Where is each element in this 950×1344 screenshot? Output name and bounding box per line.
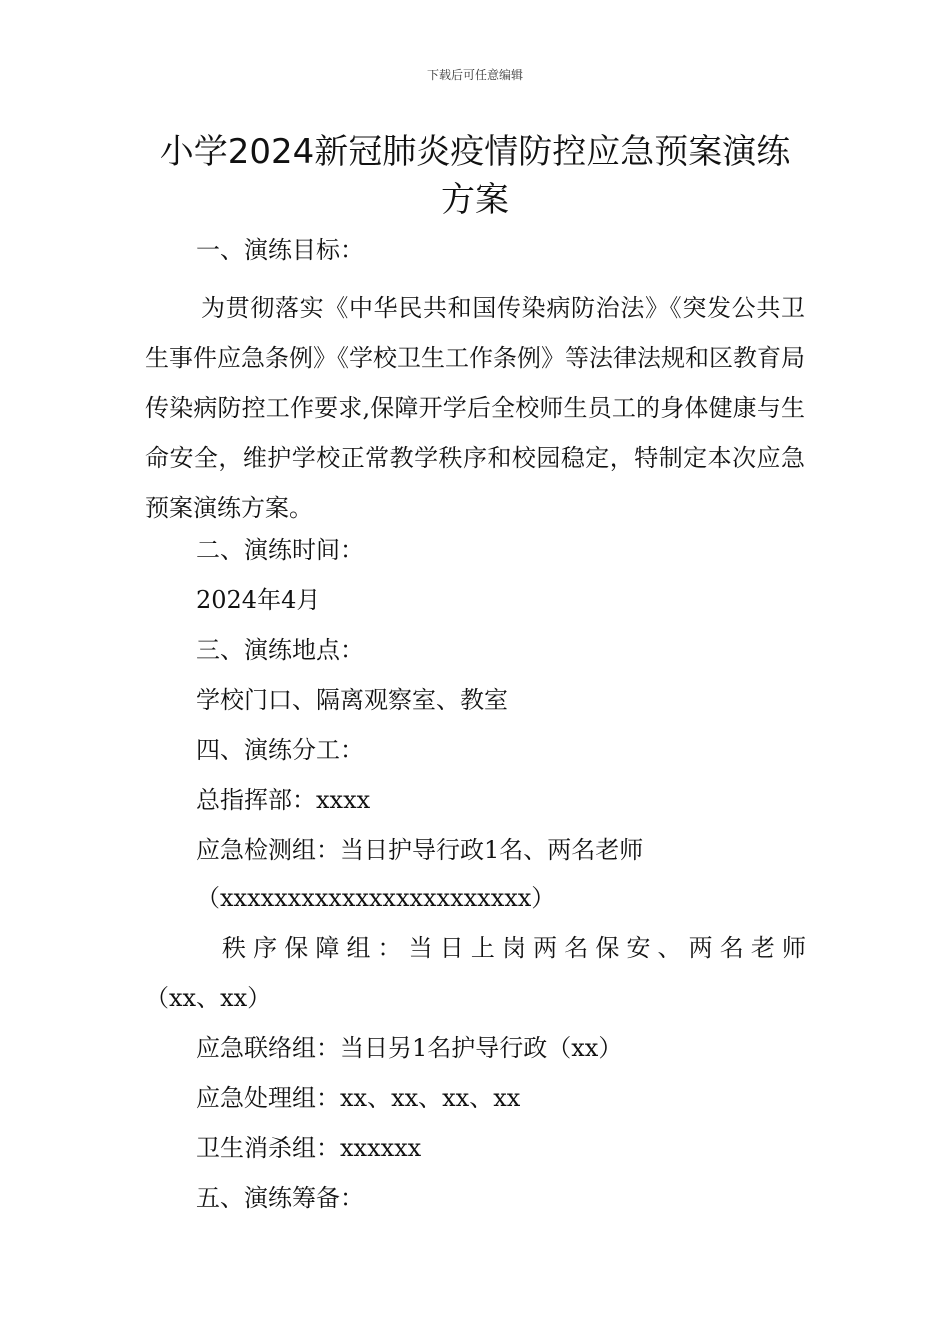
location-value: 学校门口、隔离观察室、教室 xyxy=(196,686,508,714)
goal-paragraph: 为贯彻落实《中华民共和国传染病防治法》《突发公共卫生事件应急条例》《学校卫生工作条例》等法律法规和区教育局传染病防控工作要求,保障开学后全校师生员工的身体健康与生命安全，维护学校正常教学秩序和校园稳定，特制定本次应急预案演练方案。 xyxy=(145,294,805,522)
order-team: 秩序保障组：当日上岗两名保安、两名老师 xyxy=(222,934,806,962)
section-heading-preparation: 五、演练筹备： xyxy=(196,1184,364,1212)
disinfection-team: 卫生消杀组：xxxxxx xyxy=(196,1134,422,1162)
document-title: 小学2024新冠肺炎疫情防控应急预案演练方案 xyxy=(159,132,791,220)
handling-team: 应急处理组：xx、xx、xx、xx xyxy=(196,1084,521,1112)
detection-team-names: （xxxxxxxxxxxxxxxxxxxxxxx） xyxy=(196,884,556,912)
section-heading-goal: 一、演练目标： xyxy=(196,236,364,264)
contact-team: 应急联络组：当日另1名护导行政（xx） xyxy=(196,1034,623,1062)
order-team-names: （xx、xx） xyxy=(145,984,272,1012)
section-heading-location: 三、演练地点： xyxy=(196,636,364,664)
section-heading-time: 二、演练时间： xyxy=(196,536,364,564)
time-value: 2024年4月 xyxy=(196,586,321,614)
section-heading-division: 四、演练分工： xyxy=(196,736,364,764)
detection-team: 应急检测组：当日护导行政1名、两名老师 xyxy=(196,836,644,864)
command-team: 总指挥部：xxxx xyxy=(196,786,371,814)
page-header: 下载后可任意编辑 xyxy=(426,68,523,82)
